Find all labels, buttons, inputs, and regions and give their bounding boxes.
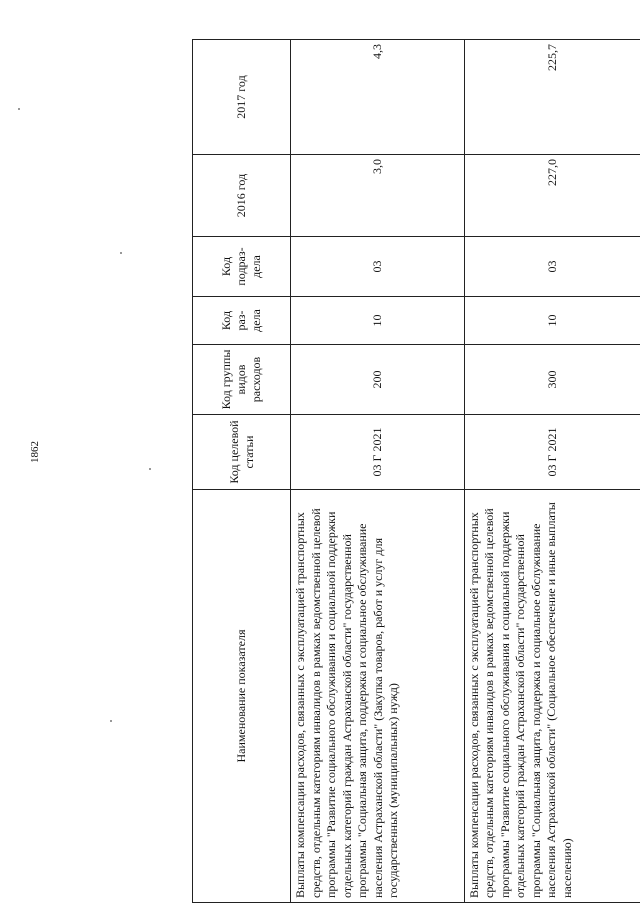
scan-speck — [110, 720, 112, 722]
row-section: 10 — [291, 297, 465, 345]
rotated-table-frame — [192, 40, 640, 903]
row-value-2017: 4,3 — [291, 40, 465, 155]
header-expense-group: Код группы видов расходов — [193, 345, 291, 415]
row-name: Выплаты компенсации расходов, связанных с эксплуатацией транспортных средств, отдельным категориям инвалидов в рамках ведомственной целевой программы "Развитие социального обслуживания и социальной поддержки отдельных категорий граждан Астраханской области" государственной программы "Социальная защита, поддержка и социальное обслуживание населения Астраханской области" (Закупка товаров, работ и услуг для государственных (муниципальных) нужд) — [291, 490, 465, 903]
scan-speck — [18, 108, 20, 110]
row-target-code: 03 Г 2021 — [291, 415, 465, 490]
row-target-code: 03 Г 2021 — [464, 415, 640, 490]
header-year-2016: 2016 год — [193, 155, 291, 237]
row-value-2017: 225,7 — [464, 40, 640, 155]
page-number: 1862 — [29, 441, 41, 463]
header-subsection: Код подраз-дела — [193, 237, 291, 297]
row-value-2016: 3,0 — [291, 155, 465, 237]
table-row — [291, 40, 465, 903]
row-subsection: 03 — [291, 237, 465, 297]
row-name: Выплаты компенсации расходов, связанных с эксплуатацией транспортных средств, отдельным категориям инвалидов в рамках ведомственной целевой программы "Развитие социального обслуживания и социальной поддержки отдельных категорий граждан Астраханской области" государственной программы "Социальная защита, поддержка и социальное обслуживание населения Астраханской области" (Социальное обеспечение и иные выплаты населению) — [464, 490, 640, 903]
budget-table-container — [192, 40, 640, 903]
header-year-2017: 2017 год — [193, 40, 291, 155]
header-target-code: Код целевой статьи — [193, 415, 291, 490]
row-value-2016: 227,0 — [464, 155, 640, 237]
scan-speck — [149, 468, 151, 470]
header-name: Наименование показателя — [193, 490, 291, 903]
header-section: Код раз-дела — [193, 297, 291, 345]
row-expense-group: 200 — [291, 345, 465, 415]
scan-speck — [120, 252, 122, 254]
row-expense-group: 300 — [464, 345, 640, 415]
table-row — [464, 40, 640, 903]
header-row — [193, 40, 291, 903]
budget-table — [192, 39, 640, 903]
row-section: 10 — [464, 297, 640, 345]
row-subsection: 03 — [464, 237, 640, 297]
